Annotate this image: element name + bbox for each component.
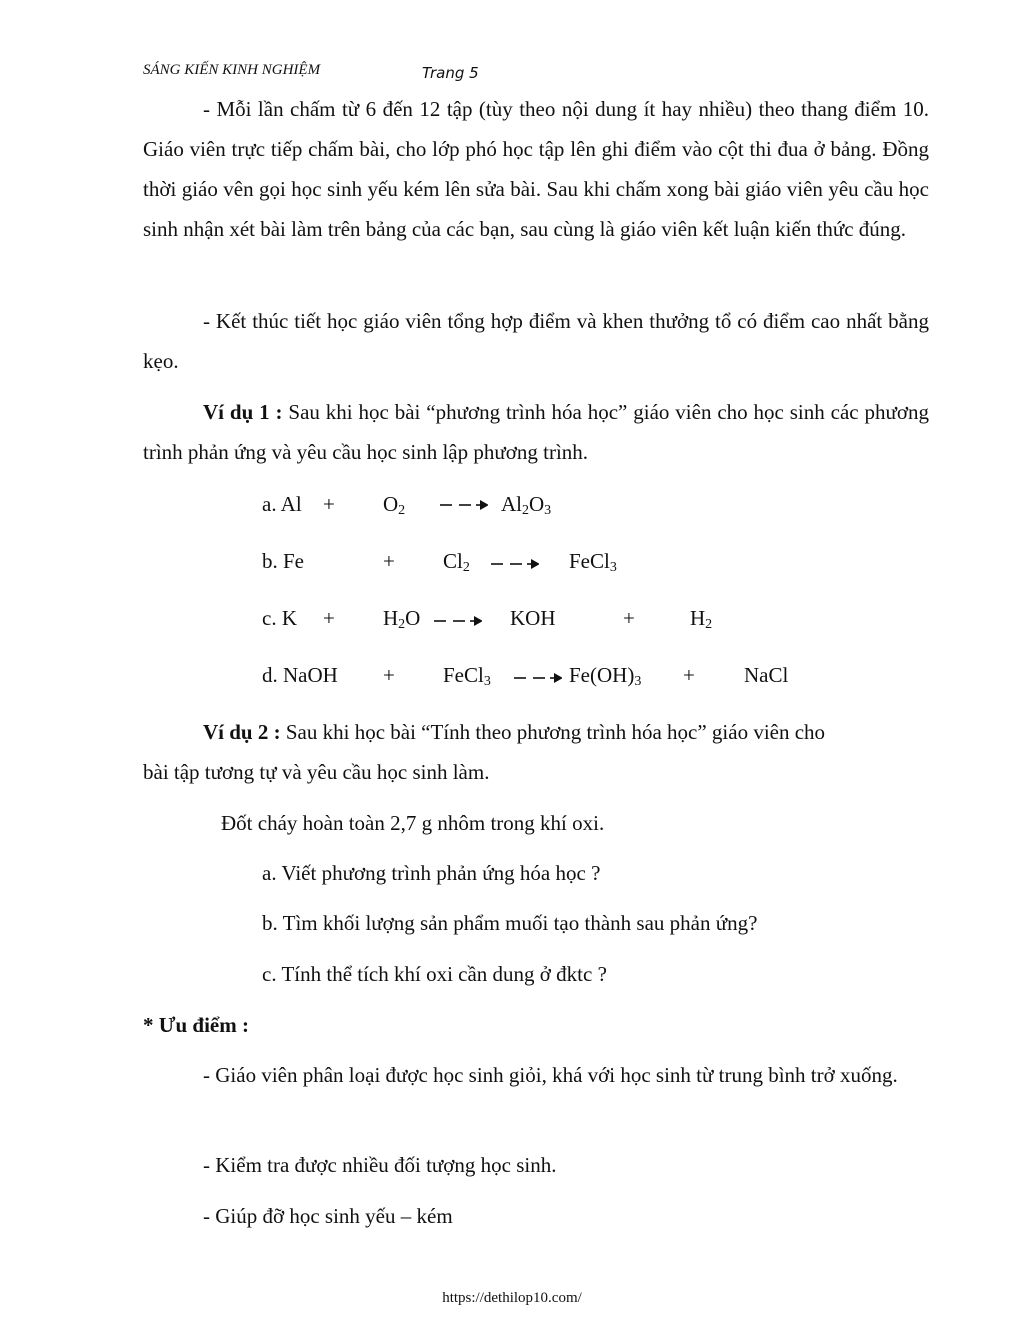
footer-url[interactable]: https://dethilop10.com/ xyxy=(442,1290,582,1306)
eq-a-product: $Al_2O_3$ xyxy=(501,492,552,518)
eq-d-reactant-2: FeCl$_3$ xyxy=(443,663,491,689)
eq-b-reactant-2: $Cl_2$ xyxy=(443,549,470,575)
eq-b-product: FeCl$_3$ xyxy=(569,549,617,575)
advantage-1: - Giáo viên phân loại được học sinh giỏi, khá với học sinh từ trung bình trở xuống. xyxy=(203,1063,898,1087)
eq-c-reactant-2: $H_2O$ xyxy=(383,606,421,632)
eq-d-plus-2: + xyxy=(683,663,695,687)
eq-c-product-1: KOH xyxy=(510,606,556,630)
example-1-text: Sau khi học bài “phương trình hóa học” giáo viên cho học sinh các phương trình phản ứng và yêu cầu học sinh lập phương trình. xyxy=(143,400,929,464)
eq-b-plus: + xyxy=(383,549,395,573)
arrow-icon xyxy=(440,489,488,519)
eq-d-plus: + xyxy=(383,663,395,687)
paragraph-grading: - Mỗi lần chấm từ 6 đến 12 tập (tùy theo nội dung ít hay nhiều) theo thang điểm 10. Giáo viên trực tiếp chấm bài, cho lớp phó học tập lên ghi điểm vào cột thi đua ở bảng. Đồng thời giáo vên gọi học sinh yếu kém lên sửa bài. Sau khi chấm xong bài giáo viên yêu cầu học sinh nhận xét bài làm trên bảng của các bạn, sau cùng là giáo viên kết luận kiến thức đúng. xyxy=(143,97,929,241)
paragraph-reward: - Kết thúc tiết học giáo viên tổng hợp điểm và khen thưởng tổ có điểm cao nhất bằng kẹo. xyxy=(143,309,929,373)
question-b: b. Tìm khối lượng sản phẩm muối tạo thành sau phản ứng? xyxy=(262,911,758,935)
header-title: SÁNG KIẾN KINH NGHIỆM xyxy=(143,62,321,78)
advantage-2: - Kiểm tra được nhiều đối tượng học sinh. xyxy=(203,1153,557,1177)
arrow-icon xyxy=(491,546,539,576)
eq-c-plus-2: + xyxy=(623,606,635,630)
problem-statement: Đốt cháy hoàn toàn 2,7 g nhôm trong khí oxi. xyxy=(221,811,605,835)
advantages-heading: * Ưu điểm : xyxy=(143,1013,249,1037)
paragraph-example-1 xyxy=(143,392,929,472)
eq-b-label: b. Fe xyxy=(262,549,304,573)
example-2-label: Ví dụ 2 : xyxy=(203,720,281,744)
eq-a-plus: + xyxy=(323,492,335,516)
example-2-text: Sau khi học bài “Tính theo phương trình hóa học” giáo viên cho xyxy=(280,720,826,744)
arrow-icon xyxy=(434,603,482,633)
header-page-number: Trang 5 xyxy=(422,64,479,82)
example-2-continuation: bài tập tương tự và yêu cầu học sinh làm. xyxy=(143,760,490,784)
eq-c-label: c. K xyxy=(262,606,297,630)
equation-d xyxy=(0,660,1024,690)
arrow-icon xyxy=(514,660,562,690)
advantage-3: - Giúp đỡ học sinh yếu – kém xyxy=(203,1204,453,1228)
question-a: a. Viết phương trình phản ứng hóa học ? xyxy=(262,861,601,885)
eq-d-product-2: NaCl xyxy=(744,663,789,687)
equation-b xyxy=(0,546,1024,576)
equation-c xyxy=(0,603,1024,633)
eq-c-plus: + xyxy=(323,606,335,630)
eq-d-product-1: $Fe(OH)_3$ xyxy=(569,663,642,689)
eq-a-label: a. Al xyxy=(262,492,302,516)
paragraph-example-2 xyxy=(203,717,825,747)
question-c: c. Tính thể tích khí oxi cần dung ở đktc ? xyxy=(262,962,607,986)
example-1-label: Ví dụ 1 : xyxy=(203,400,283,424)
eq-c-product-2: $H_2$ xyxy=(690,606,713,632)
eq-d-label: d. NaOH xyxy=(262,663,338,687)
eq-a-reactant-2: $O_2$ xyxy=(383,492,406,518)
equation-a xyxy=(0,489,1024,519)
